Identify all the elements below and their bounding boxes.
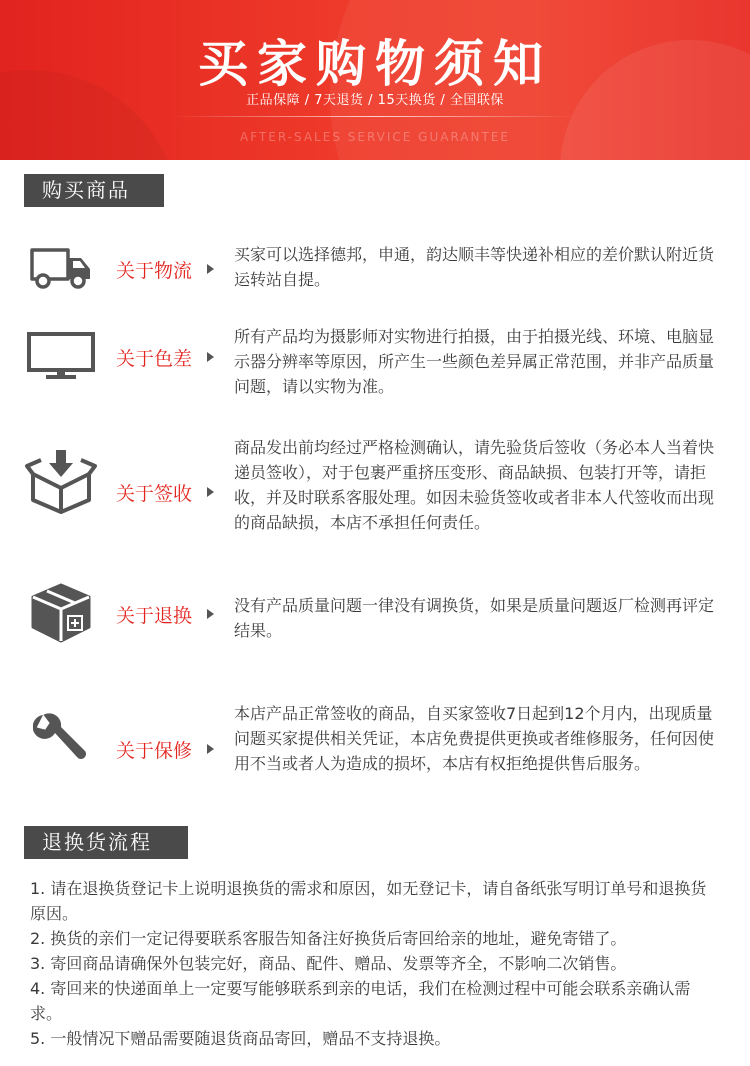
item-description: 商品发出前均经过严格检测确认，请先验货后签收（务必本人当着快递员签收），对于包裹严重挤压变形、商品缺损、包装打开等，请拒收，并及时联系客服处理。如因未验货签收或者非本人代签收而出现的商品缺损，本店不承担任何责任。 xyxy=(234,438,715,532)
list-item: 1. 请在退换货登记卡上说明退换货的需求和原因，如无登记卡，请自备纸张写明订单号和退换货原因。 xyxy=(30,879,707,923)
wrench-icon xyxy=(24,710,98,768)
section-title-purchase: 购买商品 xyxy=(24,174,164,207)
arrow-right-icon xyxy=(207,744,214,754)
list-item: 2. 换货的亲们一定记得要联系客服告知备注好换货后寄回给亲的地址，避免寄错了。 xyxy=(30,929,627,948)
item-label: 关于色差 xyxy=(116,348,193,370)
box-icon xyxy=(24,582,98,644)
item-description: 买家可以选择德邦，申通，韵达顺丰等快递补相应的差价默认附近货运转站自提。 xyxy=(234,245,715,289)
arrow-right-icon xyxy=(207,352,214,362)
return-process-list xyxy=(30,876,720,1051)
section-title-return-process: 退换货流程 xyxy=(24,826,188,859)
truck-icon xyxy=(24,241,98,293)
arrow-right-icon xyxy=(207,609,214,619)
header-banner xyxy=(0,0,750,160)
arrow-right-icon xyxy=(207,264,214,274)
item-description: 所有产品均为摄影师对实物进行拍摄，由于拍摄光线、环境、电脑显示器分辨率等原因，所产生一些颜色差异属正常范围，并非产品质量问题，请以实物为准。 xyxy=(234,327,715,396)
monitor-icon xyxy=(24,330,98,382)
list-item: 4. 寄回来的快递面单上一定要写能够联系到亲的电话，我们在检测过程中可能会联系亲确认需求。 xyxy=(30,979,691,1023)
divider xyxy=(172,116,578,117)
item-description: 本店产品正常签收的商品，自买家签收7日起到12个月内，出现质量问题买家提供相关凭证，本店免费提供更换或者维修服务，任何因使用不当或者人为造成的损坏，本店有权拒绝提供售后服务。 xyxy=(234,704,715,773)
item-label: 关于签收 xyxy=(116,483,193,505)
item-label: 关于退换 xyxy=(116,605,193,627)
arrow-right-icon xyxy=(207,487,214,497)
item-label: 关于保修 xyxy=(116,740,193,762)
item-description: 没有产品质量问题一律没有调换货，如果是质量问题返厂检测再评定结果。 xyxy=(234,596,715,640)
item-label: 关于物流 xyxy=(116,260,193,282)
list-item: 3. 寄回商品请确保外包装完好，商品、配件、赠品、发票等齐全，不影响二次销售。 xyxy=(30,954,627,973)
guarantee-tagline: 正品保障 / 7天退货 / 15天换货 / 全国联保 xyxy=(246,93,504,108)
english-caption: AFTER-SALES SERVICE GUARANTEE xyxy=(240,130,510,144)
list-item: 5. 一般情况下赠品需要随退货商品寄回，赠品不支持退换。 xyxy=(30,1029,451,1048)
package-download-icon xyxy=(24,446,98,516)
page-title: 买家购物须知 xyxy=(198,35,552,93)
